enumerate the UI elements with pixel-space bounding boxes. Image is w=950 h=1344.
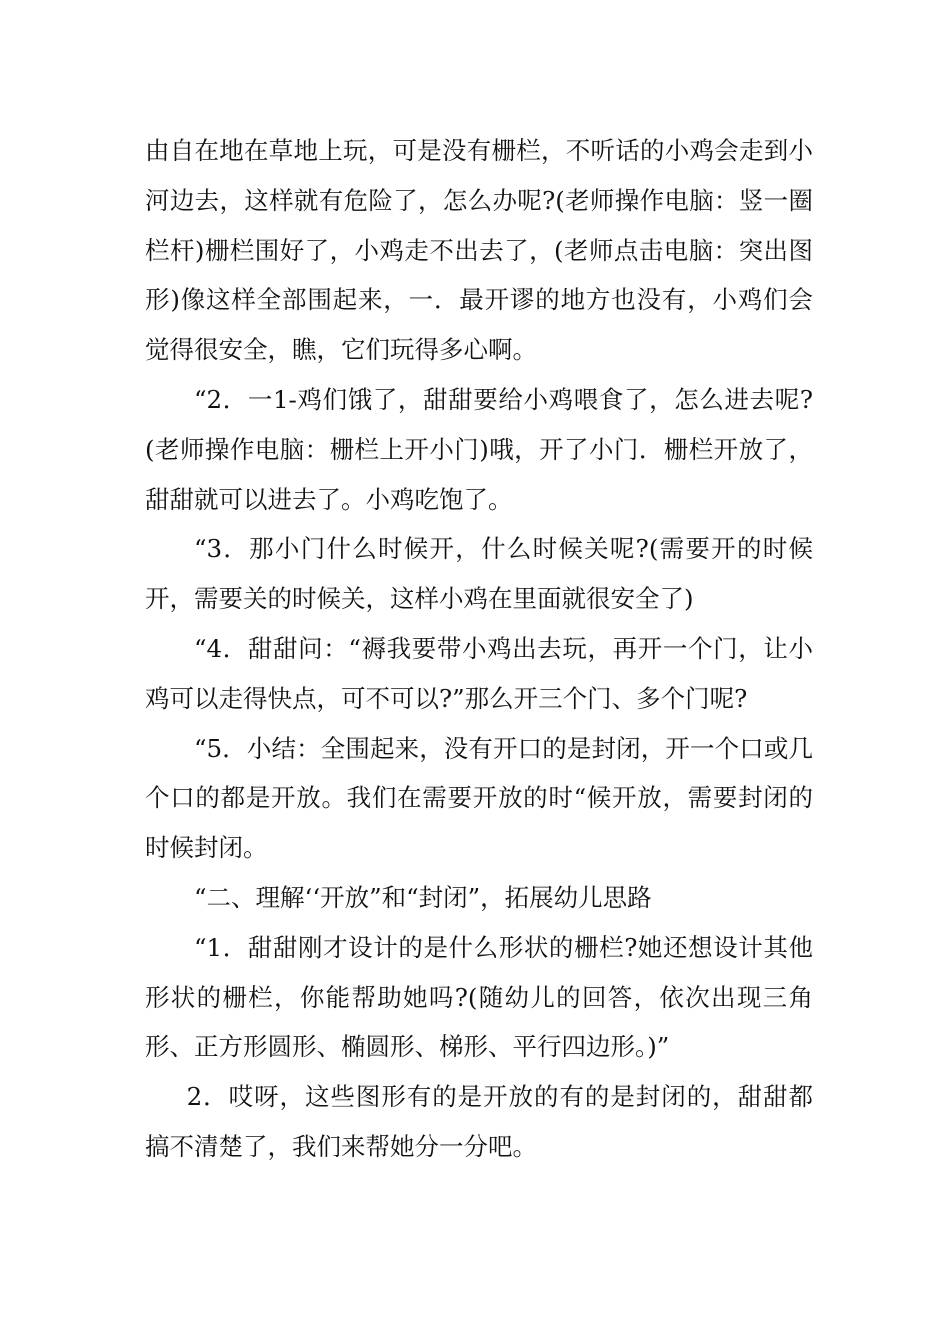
paragraph-step-4: “4．甜甜问：“褥我要带小鸡出去玩，再开一个门，让小鸡可以走得快点，可不可以?”那么开三个门、多个门呢? — [145, 633, 813, 713]
section-heading-2: “二、理解‘‘开放”和“封闭”，拓展幼儿思路 — [194, 882, 652, 912]
paragraph-section2-step-2: 2．哎呀，这些图形有的是开放的有的是封闭的，甜甜都搞不清楚了，我们来帮她分一分吧。 — [145, 1082, 813, 1161]
paragraph-section2-step-1: “1．甜甜刚才设计的是什么形状的栅栏?她还想设计其他形状的栅栏，你能帮助她吗?(随幼儿的回答，依次出现三角形、正方形圆形、椭圆形、梯形、平行四边形。)” — [145, 932, 813, 1062]
paragraph-step-3: “3．那小门什么时候开，什么时候关呢?(需要开的时候开，需要关的时候关，这样小鸡在里面就很安全了) — [145, 534, 813, 614]
paragraph-continued: 由自在地在草地上玩，可是没有栅栏，不听话的小鸡会走到小河边去，这样就有危险了，怎么办呢?(老师操作电脑：竖一圈栏杆)栅栏围好了，小鸡走不出去了，(老师点击电脑：突出图形)像这样全部围起来，一．最开谬的地方也没有，小鸡们会觉得很安全，瞧，它们玩得多心啊。 — [145, 136, 813, 365]
document-page — [145, 126, 813, 1172]
paragraph-step-2: “2．一1-鸡们饿了，甜甜要给小鸡喂食了，怎么进去呢?(老师操作电脑：栅栏上开小门)哦，开了小门．栅栏开放了，甜甜就可以进去了。小鸡吃饱了。 — [145, 384, 813, 514]
paragraph-summary: “5．小结：全围起来，没有开口的是封闭，开一个口或几个口的都是开放。我们在需要开放的时“候开放，需要封闭的时候封闭。 — [145, 733, 813, 863]
